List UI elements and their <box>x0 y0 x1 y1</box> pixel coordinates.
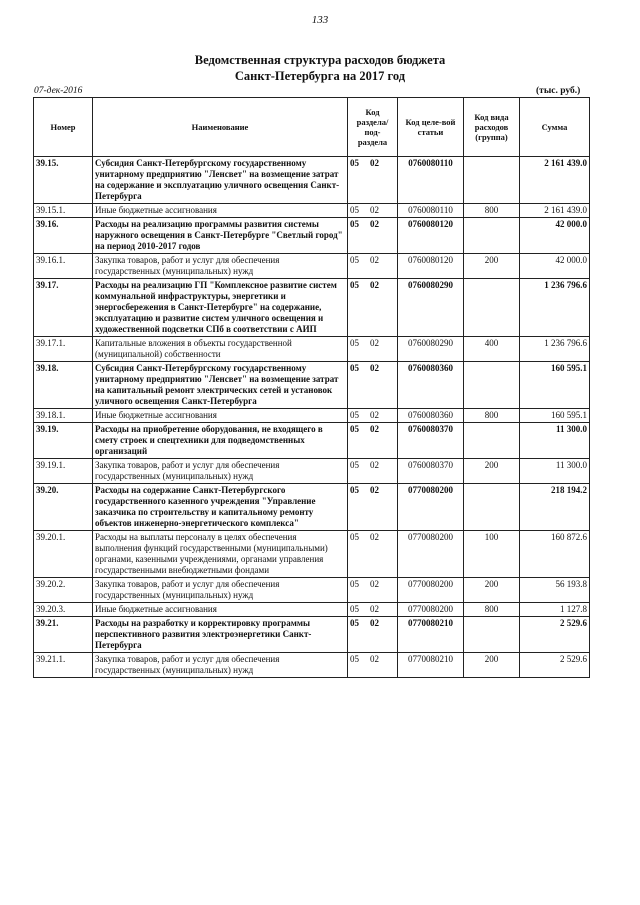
row-target-code: 0770080210 <box>398 653 464 678</box>
table-row <box>34 254 590 279</box>
row-section-code <box>348 423 398 459</box>
section-code: 05 <box>350 219 359 229</box>
subsection-code: 02 <box>370 579 379 589</box>
header-name: Наименование <box>93 98 348 157</box>
row-name: Иные бюджетные ассигнования <box>93 204 348 218</box>
budget-table <box>33 97 590 678</box>
table-row <box>34 484 590 531</box>
section-code: 05 <box>350 255 359 265</box>
row-section-code <box>348 484 398 531</box>
row-section-code <box>348 617 398 653</box>
section-code: 05 <box>350 485 359 495</box>
row-expense-type <box>464 279 520 337</box>
row-number: 39.21. <box>34 617 93 653</box>
page-number: 133 <box>311 14 329 26</box>
subsection-code: 02 <box>370 424 379 434</box>
row-sum: 218 194.2 <box>520 484 590 531</box>
subsection-code: 02 <box>370 460 379 470</box>
row-section-code <box>348 531 398 578</box>
section-code: 05 <box>350 654 359 664</box>
row-expense-type <box>464 218 520 254</box>
row-section-code <box>348 218 398 254</box>
row-sum: 1 127.8 <box>520 603 590 617</box>
row-target-code: 0760080110 <box>398 204 464 218</box>
subsection-code: 02 <box>370 205 379 215</box>
table-row <box>34 204 590 218</box>
table-row <box>34 423 590 459</box>
row-name: Расходы на разработку и корректировку программы перспективного развития электроэнергетики Санкт-Петербурга <box>93 617 348 653</box>
section-code: 05 <box>350 363 359 373</box>
row-target-code: 0770080200 <box>398 578 464 603</box>
row-number: 39.21.1. <box>34 653 93 678</box>
row-name: Расходы на приобретение оборудования, не входящего в смету строек и спецтехники для подведомственных организаций <box>93 423 348 459</box>
table-row <box>34 218 590 254</box>
row-name: Закупка товаров, работ и услуг для обеспечения государственных (муниципальных) нужд <box>93 459 348 484</box>
header-section-code: Код раздела/ под-раздела <box>348 98 398 157</box>
table-row <box>34 362 590 409</box>
row-number: 39.17. <box>34 279 93 337</box>
row-sum: 2 529.6 <box>520 653 590 678</box>
subsection-code: 02 <box>370 338 379 348</box>
row-target-code: 0760080370 <box>398 423 464 459</box>
subsection-code: 02 <box>370 532 379 542</box>
row-name: Субсидия Санкт-Петербургскому государственному унитарному предприятию "Ленсвет" на возмещение затрат на капитальный ремонт электрических сетей и установок уличного освещения Санкт-Петербурга <box>93 362 348 409</box>
row-number: 39.17.1. <box>34 337 93 362</box>
section-code: 05 <box>350 158 359 168</box>
section-code: 05 <box>350 460 359 470</box>
subsection-code: 02 <box>370 255 379 265</box>
row-sum: 160 595.1 <box>520 362 590 409</box>
subsection-code: 02 <box>370 485 379 495</box>
table-body <box>34 157 590 678</box>
row-section-code <box>348 362 398 409</box>
row-expense-type: 200 <box>464 578 520 603</box>
row-name: Иные бюджетные ассигнования <box>93 603 348 617</box>
row-expense-type: 200 <box>464 254 520 279</box>
section-code: 05 <box>350 618 359 628</box>
section-code: 05 <box>350 410 359 420</box>
row-number: 39.19.1. <box>34 459 93 484</box>
row-number: 39.20. <box>34 484 93 531</box>
row-target-code: 0760080360 <box>398 362 464 409</box>
row-name: Расходы на содержание Санкт-Петербургского государственного казенного учреждения "Управление заказчика по строительству и капитальному ремонту объектов инженерно-энергетического комплекса" <box>93 484 348 531</box>
row-target-code: 0760080290 <box>398 279 464 337</box>
table-row <box>34 531 590 578</box>
row-target-code: 0770080200 <box>398 603 464 617</box>
row-target-code: 0770080210 <box>398 617 464 653</box>
row-number: 39.20.3. <box>34 603 93 617</box>
row-section-code <box>348 279 398 337</box>
subsection-code: 02 <box>370 618 379 628</box>
row-target-code: 0760080360 <box>398 409 464 423</box>
row-sum: 2 161 439.0 <box>520 157 590 204</box>
row-expense-type <box>464 484 520 531</box>
row-name: Расходы на реализацию программы развития системы наружного освещения в Санкт-Петербурге "Светлый город" на период 2010-2017 годов <box>93 218 348 254</box>
title-line-2: Санкт-Петербурга на 2017 год <box>234 69 406 83</box>
row-section-code <box>348 157 398 204</box>
subsection-code: 02 <box>370 604 379 614</box>
document-title <box>0 52 640 84</box>
row-target-code: 0770080200 <box>398 484 464 531</box>
row-section-code <box>348 337 398 362</box>
table-row <box>34 459 590 484</box>
row-sum: 160 872.6 <box>520 531 590 578</box>
row-name: Капитальные вложения в объекты государственной (муниципальной) собственности <box>93 337 348 362</box>
row-section-code <box>348 653 398 678</box>
row-sum: 1 236 796.6 <box>520 337 590 362</box>
row-target-code: 0770080200 <box>398 531 464 578</box>
row-target-code: 0760080370 <box>398 459 464 484</box>
row-name: Расходы на реализацию ГП "Комплексное развитие систем коммунальной инфраструктуры, энергетики и энергосбережения в Санкт-Петербурге" на содержание, эксплуатацию и развитие систем уличного освещения и художественной подсветки СПб в соответствии с АИП <box>93 279 348 337</box>
section-code: 05 <box>350 424 359 434</box>
row-section-code <box>348 603 398 617</box>
row-expense-type: 100 <box>464 531 520 578</box>
title-line-1: Ведомственная структура расходов бюджета <box>194 53 446 67</box>
section-code: 05 <box>350 532 359 542</box>
row-expense-type: 200 <box>464 653 520 678</box>
row-section-code <box>348 254 398 279</box>
header-number: Номер <box>34 98 93 157</box>
row-name: Расходы на выплаты персоналу в целях обеспечения выполнения функций государственными (муниципальными) органами, казенными учреждениями, органами управления государственными внебюджетными фондами <box>93 531 348 578</box>
row-section-code <box>348 578 398 603</box>
row-name: Закупка товаров, работ и услуг для обеспечения государственных (муниципальных) нужд <box>93 653 348 678</box>
row-number: 39.20.2. <box>34 578 93 603</box>
row-number: 39.16.1. <box>34 254 93 279</box>
table-row <box>34 617 590 653</box>
row-sum: 42 000.0 <box>520 218 590 254</box>
header-sum: Сумма <box>520 98 590 157</box>
row-name: Закупка товаров, работ и услуг для обеспечения государственных (муниципальных) нужд <box>93 578 348 603</box>
row-number: 39.18.1. <box>34 409 93 423</box>
row-name: Субсидия Санкт-Петербургскому государственному унитарному предприятию "Ленсвет" на возмещение затрат на содержание и эксплуатацию уличного освещения Санкт-Петербурга <box>93 157 348 204</box>
row-target-code: 0760080110 <box>398 157 464 204</box>
row-section-code <box>348 204 398 218</box>
units-label: (тыс. руб.) <box>536 86 581 96</box>
row-sum: 11 300.0 <box>520 423 590 459</box>
row-number: 39.16. <box>34 218 93 254</box>
section-code: 05 <box>350 205 359 215</box>
subsection-code: 02 <box>370 410 379 420</box>
row-sum: 42 000.0 <box>520 254 590 279</box>
subsection-code: 02 <box>370 654 379 664</box>
table-row <box>34 409 590 423</box>
row-expense-type: 800 <box>464 409 520 423</box>
section-code: 05 <box>350 604 359 614</box>
row-expense-type: 200 <box>464 459 520 484</box>
row-expense-type <box>464 157 520 204</box>
row-target-code: 0760080120 <box>398 254 464 279</box>
table-row <box>34 337 590 362</box>
row-sum: 2 529.6 <box>520 617 590 653</box>
row-number: 39.15. <box>34 157 93 204</box>
table-row <box>34 279 590 337</box>
header-target-code: Код целе-вой статьи <box>398 98 464 157</box>
row-target-code: 0760080290 <box>398 337 464 362</box>
row-expense-type <box>464 423 520 459</box>
row-expense-type <box>464 362 520 409</box>
subsection-code: 02 <box>370 219 379 229</box>
row-target-code: 0760080120 <box>398 218 464 254</box>
row-number: 39.15.1. <box>34 204 93 218</box>
table-row <box>34 578 590 603</box>
row-expense-type <box>464 617 520 653</box>
section-code: 05 <box>350 338 359 348</box>
row-number: 39.18. <box>34 362 93 409</box>
table-row <box>34 603 590 617</box>
table-row <box>34 653 590 678</box>
row-expense-type: 800 <box>464 204 520 218</box>
header-expense-type-code: Код вида расходов (группа) <box>464 98 520 157</box>
row-number: 39.19. <box>34 423 93 459</box>
subsection-code: 02 <box>370 158 379 168</box>
row-sum: 56 193.8 <box>520 578 590 603</box>
row-sum: 2 161 439.0 <box>520 204 590 218</box>
section-code: 05 <box>350 280 359 290</box>
row-number: 39.20.1. <box>34 531 93 578</box>
subsection-code: 02 <box>370 363 379 373</box>
row-sum: 160 595.1 <box>520 409 590 423</box>
row-section-code <box>348 409 398 423</box>
row-sum: 11 300.0 <box>520 459 590 484</box>
table-row <box>34 157 590 204</box>
row-sum: 1 236 796.6 <box>520 279 590 337</box>
row-expense-type: 400 <box>464 337 520 362</box>
row-expense-type: 800 <box>464 603 520 617</box>
row-name: Закупка товаров, работ и услуг для обеспечения государственных (муниципальных) нужд <box>93 254 348 279</box>
subsection-code: 02 <box>370 280 379 290</box>
row-section-code <box>348 459 398 484</box>
table-header-row <box>34 98 590 157</box>
document-date: 07-дек-2016 <box>34 86 83 96</box>
row-name: Иные бюджетные ассигнования <box>93 409 348 423</box>
section-code: 05 <box>350 579 359 589</box>
